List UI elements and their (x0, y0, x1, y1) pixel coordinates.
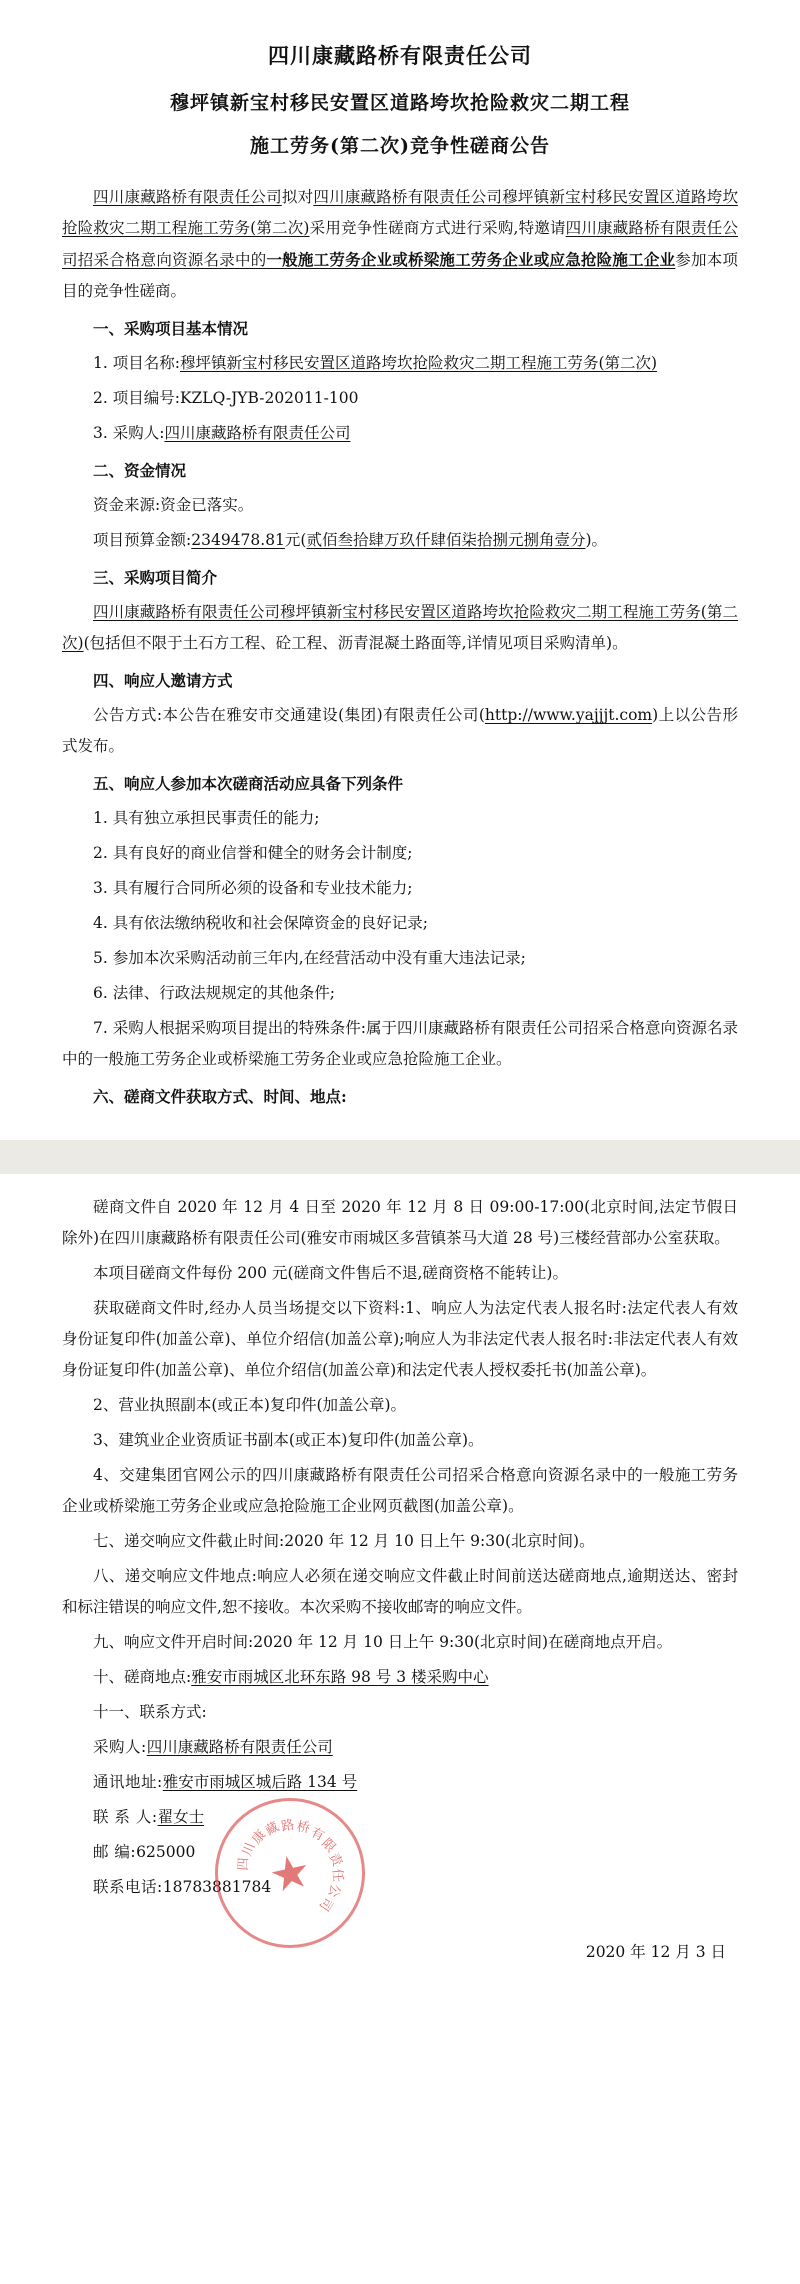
contact-phone-value: 18783881784 (162, 1878, 272, 1896)
contact-person (62, 1802, 738, 1833)
contact-postcode-value: 625000 (136, 1843, 196, 1861)
section-5-item: 2. 具有良好的商业信誉和健全的财务会计制度; (93, 844, 413, 862)
document-page-1 (0, 0, 800, 1140)
contact-address-value: 雅安市雨城区城后路 134 号 (162, 1773, 358, 1791)
project-name-value: 穆坪镇新宝村移民安置区道路垮坎抢险救灾二期工程施工劳务(第二次) (179, 354, 658, 372)
company-header: 四川康藏路桥有限责任公司 (268, 43, 532, 68)
section-5-item: 1. 具有独立承担民事责任的能力; (93, 809, 320, 827)
section-9-opening-time: 九、响应文件开启时间:2020 年 12 月 10 日上午 9:30(北京时间)在磋商地点开启。 (93, 1633, 673, 1651)
intro-text-1: 拟对 (281, 188, 314, 206)
section-11-heading: 十一、联系方式: (93, 1703, 207, 1721)
announce-text-1: 公告方式:本公告在雅安市交通建设(集团)有限责任公司( (93, 706, 485, 724)
announce-url[interactable]: http://www.yajjjt.com (484, 706, 653, 724)
intro-text-2: 采用竞争性磋商方式进行采购,特邀请 (309, 219, 566, 237)
project-intro-rest: (包括但不限于土石方工程、砼工程、沥青混凝土路面等,详情见项目采购清单)。 (83, 634, 628, 652)
section-5-item: 5. 参加本次采购活动前三年内,在经营活动中没有重大违法记录; (93, 949, 526, 967)
contact-postcode (62, 1837, 738, 1868)
contact-phone-label: 联系电话: (93, 1878, 163, 1896)
purchaser-value: 四川康藏路桥有限责任公司 (164, 424, 351, 442)
required-materials-item-4: 4、交建集团官网公示的四川康藏路桥有限责任公司招采合格意向资源名录中的一般施工劳务企业或桥梁施工劳务企业或应急抢险施工企业网页截图(加盖公章)。 (62, 1466, 738, 1515)
contact-person-value: 翟女士 (157, 1808, 205, 1826)
section-3-body (62, 597, 738, 659)
document-price-paragraph: 本项目磋商文件每份 200 元(磋商文件售后不退,磋商资格不能转让)。 (93, 1264, 568, 1282)
intro-paragraph (62, 182, 738, 307)
section-4-body (62, 700, 738, 762)
budget-label: 项目预算金额: (93, 531, 192, 549)
budget-end: )。 (585, 531, 608, 549)
required-materials-item-3: 3、建筑业企业资质证书副本(或正本)复印件(加盖公章)。 (93, 1431, 484, 1449)
page-separator (0, 1140, 800, 1174)
budget-amount-chinese: 贰佰叁拾肆万玖仟肆佰柒拾捌元捌角壹分 (306, 531, 586, 549)
section-10-negotiation-place (62, 1662, 738, 1693)
project-name-label: 1. 项目名称: (93, 354, 180, 372)
negotiation-place-label: 十、磋商地点: (93, 1668, 192, 1686)
section-5-item: 4. 具有依法缴纳税收和社会保障资金的良好记录; (93, 914, 428, 932)
contact-purchaser-value: 四川康藏路桥有限责任公司 (146, 1738, 333, 1756)
intro-company-1: 四川康藏路桥有限责任公司 (93, 188, 282, 206)
section-7-deadline: 七、递交响应文件截止时间:2020 年 12 月 10 日上午 9:30(北京时间)。 (93, 1532, 595, 1550)
seal-star-icon: ★ (264, 1842, 316, 1904)
budget-amount: 2349478.81 (191, 531, 285, 549)
budget-line (62, 525, 738, 556)
intro-text-3: 参加本项目的竞争性磋商。 (62, 251, 738, 300)
contact-address (62, 1767, 738, 1798)
contact-postcode-label: 邮 编: (93, 1843, 137, 1861)
contact-phone (62, 1872, 738, 1903)
announce-text-2: )上以公告形式发布。 (62, 706, 738, 755)
document-page-2 (0, 1174, 800, 2284)
section-4-heading: 四、响应人邀请方式 (93, 671, 233, 690)
section-1-item-1 (62, 348, 738, 379)
required-materials-item-2: 2、营业执照副本(或正本)复印件(加盖公章)。 (93, 1396, 407, 1414)
intro-project-name: 四川康藏路桥有限责任公司穆坪镇新宝村移民安置区道路垮坎抢险救灾二期工程施工劳务(第二次) (62, 188, 738, 237)
intro-qualified-types: 一般施工劳务企业或桥梁施工劳务企业或应急抢险施工企业 (266, 250, 676, 269)
section-5-item: 3. 具有履行合同所必须的设备和专业技术能力; (93, 879, 413, 897)
document-title-line-1: 穆坪镇新宝村移民安置区道路垮坎抢险救灾二期工程 (169, 92, 630, 114)
contact-purchaser (62, 1732, 738, 1763)
purchaser-label: 3. 采购人: (93, 424, 165, 442)
section-5-heading: 五、响应人参加本次磋商活动应具备下列条件 (93, 774, 404, 793)
seal-text-ring: 四 川 康 藏 路 桥 有 限 责 任 公 司 (236, 1817, 345, 1914)
section-5-item: 6. 法律、行政法规规定的其他条件; (93, 984, 335, 1002)
section-3-heading: 三、采购项目简介 (93, 568, 218, 587)
contact-address-label: 通讯地址: (93, 1773, 163, 1791)
document-availability-paragraph: 磋商文件自 2020 年 12 月 4 日至 2020 年 12 月 8 日 09:00-17:00(北京时间,法定节假日除外)在四川康藏路桥有限责任公司(雅安市雨城区多营镇茶马大道 28 号)三楼经营部办公室获取。 (62, 1198, 738, 1247)
contact-purchaser-label: 采购人: (93, 1738, 147, 1756)
section-1-item-2: 2. 项目编号:KZLQ-JYB-202011-100 (93, 389, 359, 407)
intro-roster-text: 四川康藏路桥有限责任公司招采合格意向资源名录中的 (62, 219, 738, 269)
section-1-item-3 (62, 418, 738, 449)
document-title-line-2: 施工劳务(第二次)竞争性磋商公告 (250, 135, 550, 157)
project-intro-underlined: 四川康藏路桥有限责任公司穆坪镇新宝村移民安置区道路垮坎抢险救灾二期工程施工劳务(第二次) (62, 603, 738, 652)
document-date: 2020 年 12 月 3 日 (585, 1943, 726, 1961)
section-2-heading: 二、资金情况 (93, 461, 187, 480)
section-6-heading: 六、磋商文件获取方式、时间、地点: (93, 1087, 347, 1106)
budget-unit: 元( (284, 531, 307, 549)
contact-person-label: 联 系 人: (93, 1808, 158, 1826)
section-8-submission-place: 八、递交响应文件地点:响应人必须在递交响应文件截止时间前送达磋商地点,逾期送达、密封和标注错误的响应文件,恕不接收。本次采购不接收邮寄的响应文件。 (62, 1567, 738, 1616)
funding-source: 资金来源:资金已落实。 (93, 496, 254, 514)
section-1-heading: 一、采购项目基本情况 (93, 319, 249, 338)
section-5-item: 7. 采购人根据采购项目提出的特殊条件:属于四川康藏路桥有限责任公司招采合格意向资源名录中的一般施工劳务企业或桥梁施工劳务企业或应急抢险施工企业。 (62, 1019, 738, 1068)
required-materials-paragraph: 获取磋商文件时,经办人员当场提交以下资料:1、响应人为法定代表人报名时:法定代表人有效身份证复印件(加盖公章)、单位介绍信(加盖公章);响应人为非法定代表人报名时:非法定代表人有效身份证复印件(加盖公章)、单位介绍信(加盖公章)和法定代表人授权委托书(加盖公章)。 (62, 1299, 738, 1379)
negotiation-place-value: 雅安市雨城区北环东路 98 号 3 楼采购中心 (191, 1668, 489, 1686)
